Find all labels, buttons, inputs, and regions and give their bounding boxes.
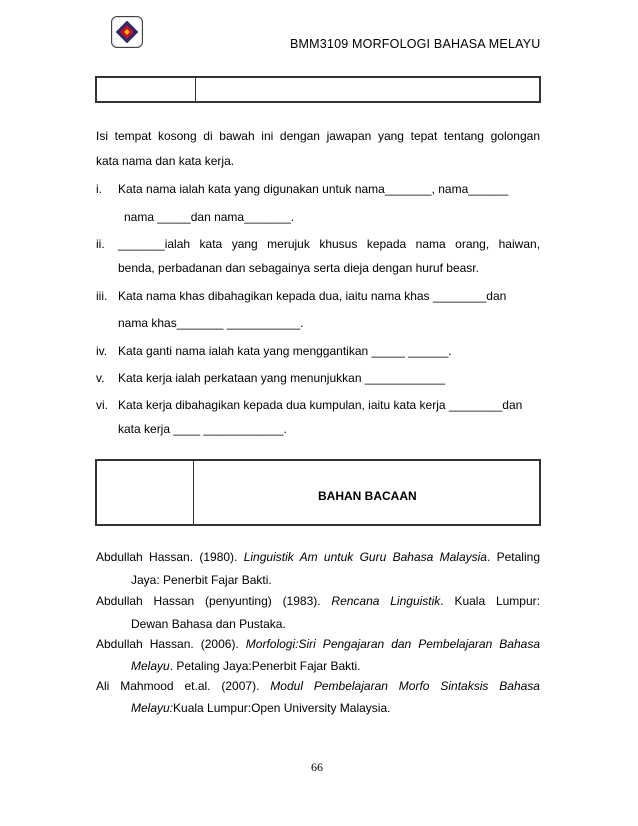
reference-publisher: . Petaling Jaya:Penerbit Fajar Bakti.	[169, 659, 361, 673]
item-text: Kata kerja ialah perkataan yang menunjukkan ____________	[118, 371, 445, 385]
reference-author: Abdullah Hassan. (2006).	[96, 637, 246, 651]
activity-table	[95, 76, 541, 103]
reference-title: Rencana Linguistik	[331, 594, 441, 608]
reference-author: Abdullah Hassan. (1980).	[96, 550, 244, 564]
page-number: 66	[311, 760, 323, 774]
reference-title: Linguistik Am untuk Guru Bahasa Malaysia	[243, 550, 487, 564]
reference-author: Ali Mahmood et.al. (2007).	[96, 679, 271, 693]
item-text-continued: kata kerja ____ ____________.	[118, 422, 287, 436]
item-number: iii.	[96, 289, 108, 303]
reference-title: Modul Pembelajaran Morfo Sintaksis Bahasa	[270, 679, 540, 693]
item-text: Kata nama ialah kata yang digunakan untuk nama_______, nama______	[118, 182, 509, 196]
reference-author: Abdullah Hassan (penyunting) (1983).	[96, 594, 332, 608]
item-text-continued: nama khas_______ ___________.	[118, 316, 304, 330]
reading-table	[95, 459, 541, 526]
reference-entry	[96, 638, 540, 650]
reference-continued	[131, 660, 360, 672]
reference-continued	[131, 702, 390, 714]
reference-publisher: . Kuala Lumpur:	[440, 594, 540, 608]
reference-continued: Jaya: Penerbit Fajar Bakti.	[131, 573, 272, 587]
item-text-continued: benda, perbadanan dan sebagainya serta dieja dengan huruf beasr.	[118, 261, 479, 275]
item-text: _______ialah kata yang merujuk khusus kepada nama orang, haiwan,	[118, 237, 540, 251]
reference-entry	[96, 595, 540, 607]
reference-continued: Dewan Bahasa dan Pustaka.	[131, 617, 286, 631]
section-heading: BAHAN BACAAN	[318, 489, 417, 503]
item-text-continued: nama _____dan nama_______.	[124, 210, 295, 224]
table-icon-cell	[97, 461, 194, 524]
table-icon-cell	[97, 78, 196, 101]
item-text: Kata kerja dibahagikan kepada dua kumpulan, iaitu kata kerja ________dan	[118, 398, 523, 412]
item-number: iv.	[96, 344, 108, 358]
reference-title: Melayu:	[131, 701, 174, 715]
logo-emblem-icon	[112, 17, 142, 47]
item-text: Kata ganti nama ialah kata yang menggantikan _____ ______.	[118, 344, 452, 358]
reference-title: Melayu	[131, 659, 170, 673]
course-title: BMM3109 MORFOLOGI BAHASA MELAYU	[290, 37, 541, 51]
item-number: ii.	[96, 237, 105, 251]
exercise-intro-continued: kata nama dan kata kerja.	[96, 154, 235, 168]
university-logo	[111, 16, 143, 48]
item-number: i.	[96, 182, 102, 196]
item-number: v.	[96, 371, 105, 385]
reference-publisher: . Petaling	[486, 550, 540, 564]
reference-publisher: Kuala Lumpur:Open University Malaysia.	[173, 701, 391, 715]
item-text: Kata nama khas dibahagikan kepada dua, iaitu nama khas ________dan	[118, 289, 507, 303]
reference-entry	[96, 680, 540, 692]
reference-title: Morfologi:Siri Pengajaran dan Pembelajaran Bahasa	[245, 637, 540, 651]
item-number: vi.	[96, 398, 108, 412]
reference-entry	[96, 551, 540, 563]
exercise-intro: Isi tempat kosong di bawah ini dengan jawapan yang tepat tentang golongan	[96, 129, 540, 143]
